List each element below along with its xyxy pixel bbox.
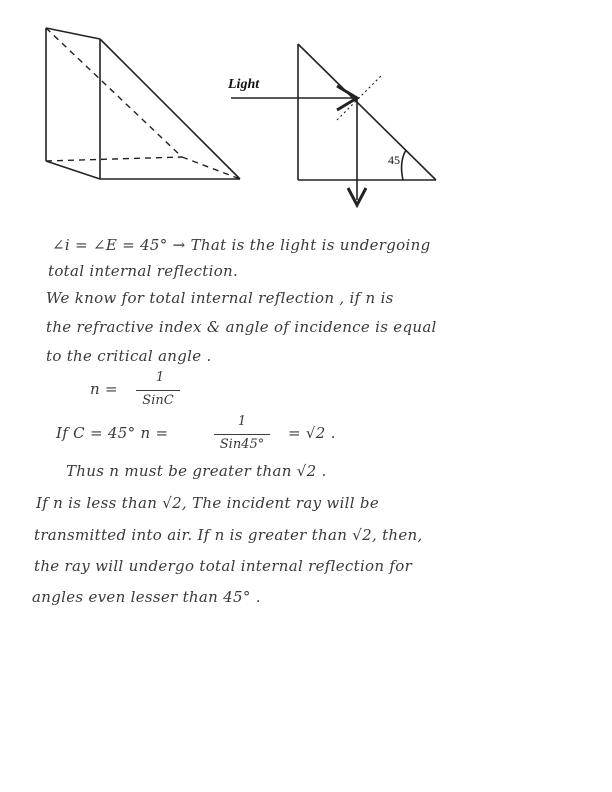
formula-1-numerator: 1 — [155, 370, 165, 385]
formula-2-prefix: If C = 45° n = — [56, 424, 169, 442]
light-label: Light — [228, 77, 260, 92]
solution-line-4: the refractive index & angle of incidence is equal — [46, 318, 437, 336]
solution-line-6: Thus n must be greater than √2 . — [66, 462, 327, 480]
prism-figure — [40, 25, 250, 185]
solution-line-7: If n is less than √2, The incident ray will be — [36, 494, 380, 512]
formula-1-fraction-bar — [136, 390, 180, 391]
formula-2-numerator: 1 — [237, 414, 247, 429]
formula-2-fraction-bar — [214, 434, 270, 435]
formula-2-denominator: Sin45° — [219, 437, 265, 452]
solution-line-2: total internal reflection. — [48, 262, 239, 280]
solution-line-10: angles even lesser than 45° . — [32, 588, 261, 606]
solution-line-1: ∠i = ∠E = 45° → That is the light is undergoing — [52, 236, 431, 254]
formula-1-denominator: SinC — [142, 393, 174, 408]
cross-section-figure — [225, 40, 445, 215]
solution-line-5: to the critical angle . — [46, 347, 212, 365]
angle-label: 45 — [388, 153, 400, 167]
solution-line-8: transmitted into air. If n is greater than √2, then, — [34, 526, 423, 544]
solution-line-3: We know for total internal reflection , if n is — [46, 289, 394, 307]
solution-line-9: the ray will undergo total internal reflection for — [34, 557, 413, 575]
formula-1-lhs: n = — [90, 380, 118, 398]
formula-2-result: = √2 . — [288, 424, 336, 442]
